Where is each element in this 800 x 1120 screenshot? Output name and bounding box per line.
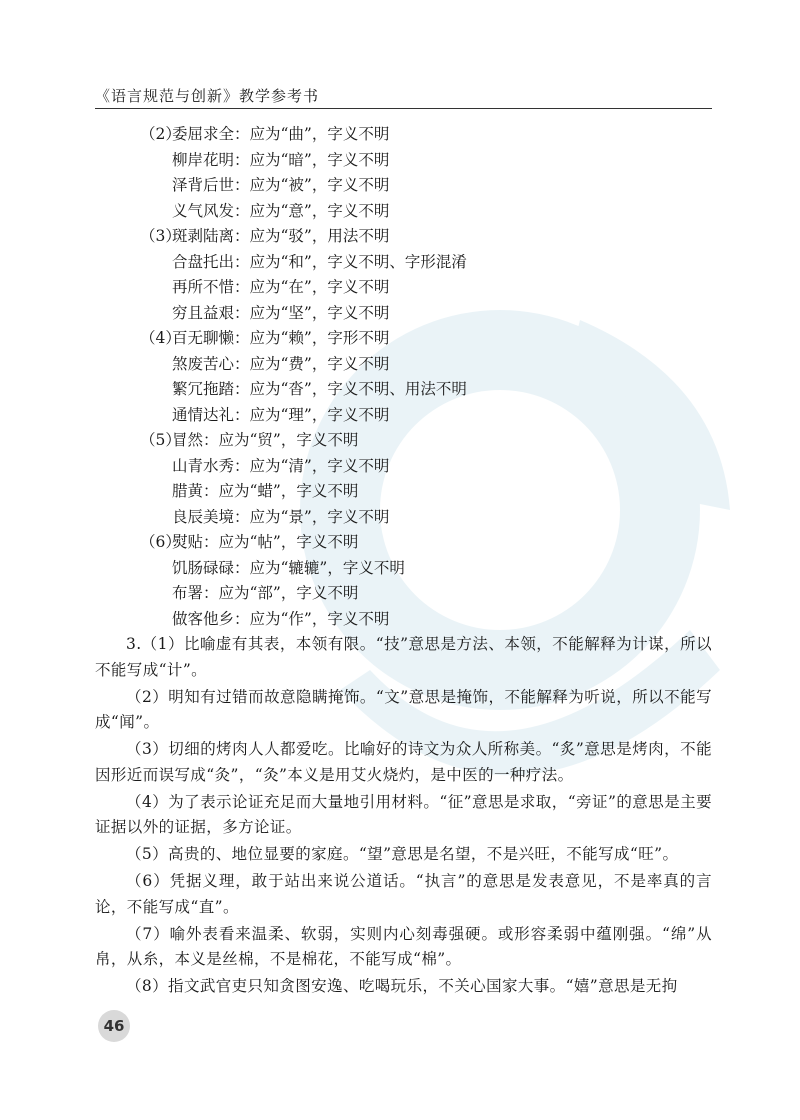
page-body bbox=[95, 122, 712, 1000]
explanation-paragraph: 3.（1）比喻虚有其表，本领有限。“技”意思是方法、本领，不能解释为计谋，所以不能写成“计”。 bbox=[95, 635, 712, 679]
group-item: 布署：应为“部”，字义不明 bbox=[172, 584, 359, 602]
header-rule bbox=[95, 108, 712, 109]
answer-group-4 bbox=[95, 326, 712, 428]
group-item: 义气风发：应为“意”，字义不明 bbox=[172, 201, 390, 220]
group-item: 再所不惜：应为“在”，字义不明 bbox=[172, 278, 390, 296]
answer-group-2 bbox=[95, 122, 712, 224]
group-first-line bbox=[95, 326, 712, 352]
explanation-paragraph: （7）喻外表看来温柔、软弱，实则内心刻毒强硬。或形容柔弱中蕴刚强。“绵”从帛，从糸，本义是丝棉，不是棉花，不能写成“棉”。 bbox=[95, 924, 712, 968]
group-item: 繁冗拖踏：应为“沓”，字义不明、用法不明 bbox=[172, 380, 467, 398]
group-first-line bbox=[95, 530, 712, 556]
group-item: 腊黄：应为“蜡”，字义不明 bbox=[172, 482, 359, 500]
group-item: 通情达礼：应为“理”，字义不明 bbox=[172, 405, 390, 424]
group-item: 煞废苦心：应为“费”，字义不明 bbox=[172, 354, 390, 373]
group-item: 柳岸花明：应为“暗”，字义不明 bbox=[172, 150, 390, 169]
running-header: 《语言规范与创新》教学参考书 bbox=[95, 87, 320, 105]
group-item: 良辰美境：应为“景”，字义不明 bbox=[172, 507, 390, 526]
explanation-paragraph: （8）指文武官吏只知贪图安逸、吃喝玩乐，不关心国家大事。“嬉”意思是无拘 bbox=[126, 977, 678, 995]
explanation-paragraph: （4）为了表示论证充足而大量地引用材料。“征”意思是求取，“旁证”的意思是主要证据以外的证据，多方论证。 bbox=[95, 792, 712, 836]
group-first-line bbox=[95, 122, 712, 148]
group-item: 做客他乡：应为“作”，字义不明 bbox=[172, 609, 390, 628]
answer-group-6 bbox=[95, 530, 712, 632]
group-number: （5） bbox=[140, 431, 181, 449]
answer-group-3 bbox=[95, 224, 712, 326]
group-item: 山青水秀：应为“清”，字义不明 bbox=[172, 456, 390, 475]
group-item: 穷且益艰：应为“坚”，字义不明 bbox=[172, 303, 390, 322]
answer-group-5 bbox=[95, 428, 712, 530]
explanation-paragraph: （2）明知有过错而故意隐瞒掩饰。“文”意思是掩饰，不能解释为听说，所以不能写成“闻”。 bbox=[95, 687, 712, 731]
explanation-paragraph: （3）切细的烤肉人人都爱吃。比喻好的诗文为众人所称美。“炙”意思是烤肉，不能因形近而误写成“灸”，“灸”本义是用艾火烧灼，是中医的一种疗法。 bbox=[95, 740, 712, 784]
group-number: （3） bbox=[140, 227, 181, 245]
group-item: 斑剥陆离：应为“驳”，用法不明 bbox=[172, 227, 390, 245]
explanation-paragraph: （5）高贵的、地位显要的家庭。“望”意思是名望，不是兴旺，不能写成“旺”。 bbox=[126, 845, 679, 863]
group-item: 泽背后世：应为“被”，字义不明 bbox=[172, 176, 390, 194]
group-item: 饥肠碌碌：应为“辘辘”，字义不明 bbox=[172, 558, 405, 577]
page-number: 46 bbox=[98, 1010, 130, 1042]
explanation-paragraph: （6）凭据义理，敢于站出来说公道话。“执言”的意思是发表意见，不是率真的言论，不能写成“直”。 bbox=[95, 872, 712, 916]
group-item: 委屈求全：应为“曲”，字义不明 bbox=[172, 125, 390, 143]
group-first-line bbox=[95, 224, 712, 250]
group-number: （6） bbox=[140, 533, 181, 551]
group-item: 冒然：应为“贸”，字义不明 bbox=[172, 431, 359, 449]
group-first-line bbox=[95, 428, 712, 454]
group-item: 合盘托出：应为“和”，字义不明、字形混淆 bbox=[172, 252, 467, 271]
group-item: 熨贴：应为“帖”，字义不明 bbox=[172, 533, 359, 551]
group-number: （2） bbox=[140, 125, 181, 143]
group-number: （4） bbox=[140, 329, 181, 347]
group-item: 百无聊懒：应为“赖”，字形不明 bbox=[172, 329, 390, 347]
